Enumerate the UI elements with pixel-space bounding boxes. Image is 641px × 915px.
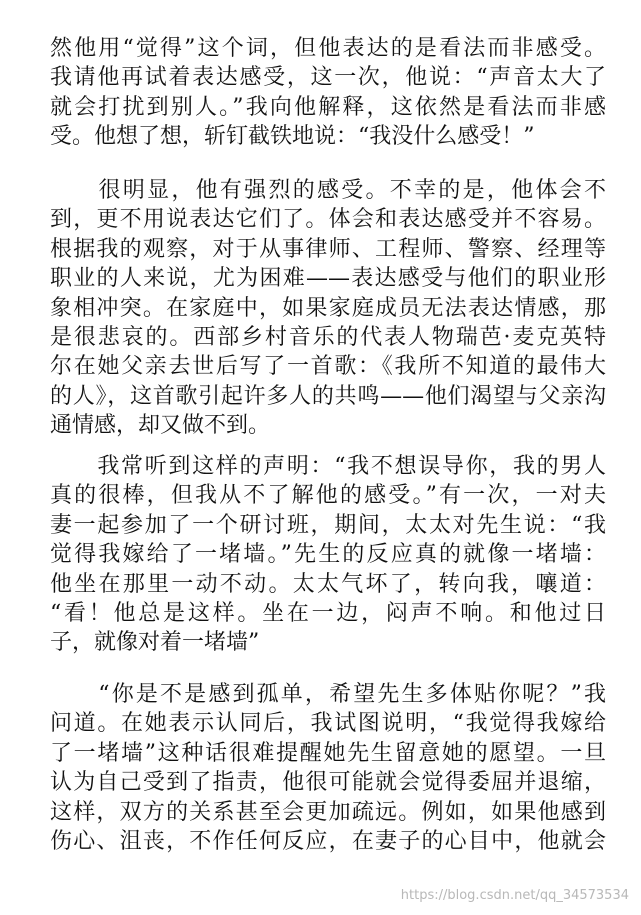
text-line: 这样，双方的关系甚至会更加疏远。例如，如果他感到 <box>50 799 606 825</box>
text-line: 他坐在那里一动不动。太太气坏了，转向我，嚷道： <box>50 571 606 597</box>
text-line: 子，就像对着一堵墙” <box>50 630 260 656</box>
text-line: 职业的人来说，尤为困难——表达感受与他们的职业形 <box>50 266 606 292</box>
text-line: 通情感，却又做不到。 <box>50 413 271 439</box>
text-line: 伤心、沮丧，不作任何反应，在妻子的心目中，他就会 <box>50 829 606 855</box>
text-line: 象相冲突。在家庭中，如果家庭成员无法表达情感，那 <box>50 295 606 321</box>
text-line: 然他用“觉得”这个词，但他表达的是看法而非感受。 <box>50 36 606 61</box>
text-line: 很明显，他有强烈的感受。不幸的是，他体会不 <box>50 178 606 203</box>
watermark-url: https://blog.csdn.net/qq_34573534 <box>400 888 629 903</box>
text-line: 受。他想了想，斩钉截铁地说：“我没什么感受！” <box>50 124 535 150</box>
text-line: 认为自己受到了指责，他很可能就会觉得委屈并退缩， <box>50 770 606 796</box>
text-line: 尔在她父亲去世后写了一首歌：《我所不知道的最伟大 <box>50 354 606 380</box>
text-line: 问道。在她表示认同后，我试图说明，“我觉得我嫁给 <box>50 711 606 737</box>
paragraph-2 <box>50 176 606 441</box>
text-line: 根据我的观察，对于从事律师、工程师、警察、经理等 <box>50 236 606 262</box>
text-line: 了一堵墙”这种话很难提醒她先生留意她的愿望。一旦 <box>50 740 606 766</box>
text-line: 妻一起参加了一个研讨班，期间，太太对先生说：“我 <box>50 512 606 538</box>
text-line: “看！他总是这样。坐在一边，闷声不响。和他过日 <box>50 601 606 627</box>
text-line: 就会打扰到别人。”我向他解释，这依然是看法而非感 <box>50 94 606 120</box>
text-line: 真的很棒，但我从不了解他的感受。”有一次，一对夫 <box>50 483 606 509</box>
text-line: “你是不是感到孤单，希望先生多体贴你呢？”我 <box>50 682 606 707</box>
text-line: 到，更不用说表达它们了。体会和表达感受并不容易。 <box>50 207 606 233</box>
text-line: 觉得我嫁给了一堵墙。”先生的反应真的就像一堵墙： <box>50 542 606 568</box>
text-line: 我请他再试着表达感受，这一次，他说：“声音太大了 <box>50 65 606 91</box>
paragraph-4 <box>50 680 606 856</box>
paragraph-3 <box>50 452 606 658</box>
text-line: 我常听到这样的声明：“我不想误导你，我的男人 <box>50 454 606 479</box>
text-line: 的人》，这首歌引起许多人的共鸣——他们渴望与父亲沟 <box>50 383 606 409</box>
text-line: 是很悲哀的。西部乡村音乐的代表人物瑞芭·麦克英特 <box>50 325 606 351</box>
paragraph-1 <box>50 34 606 152</box>
